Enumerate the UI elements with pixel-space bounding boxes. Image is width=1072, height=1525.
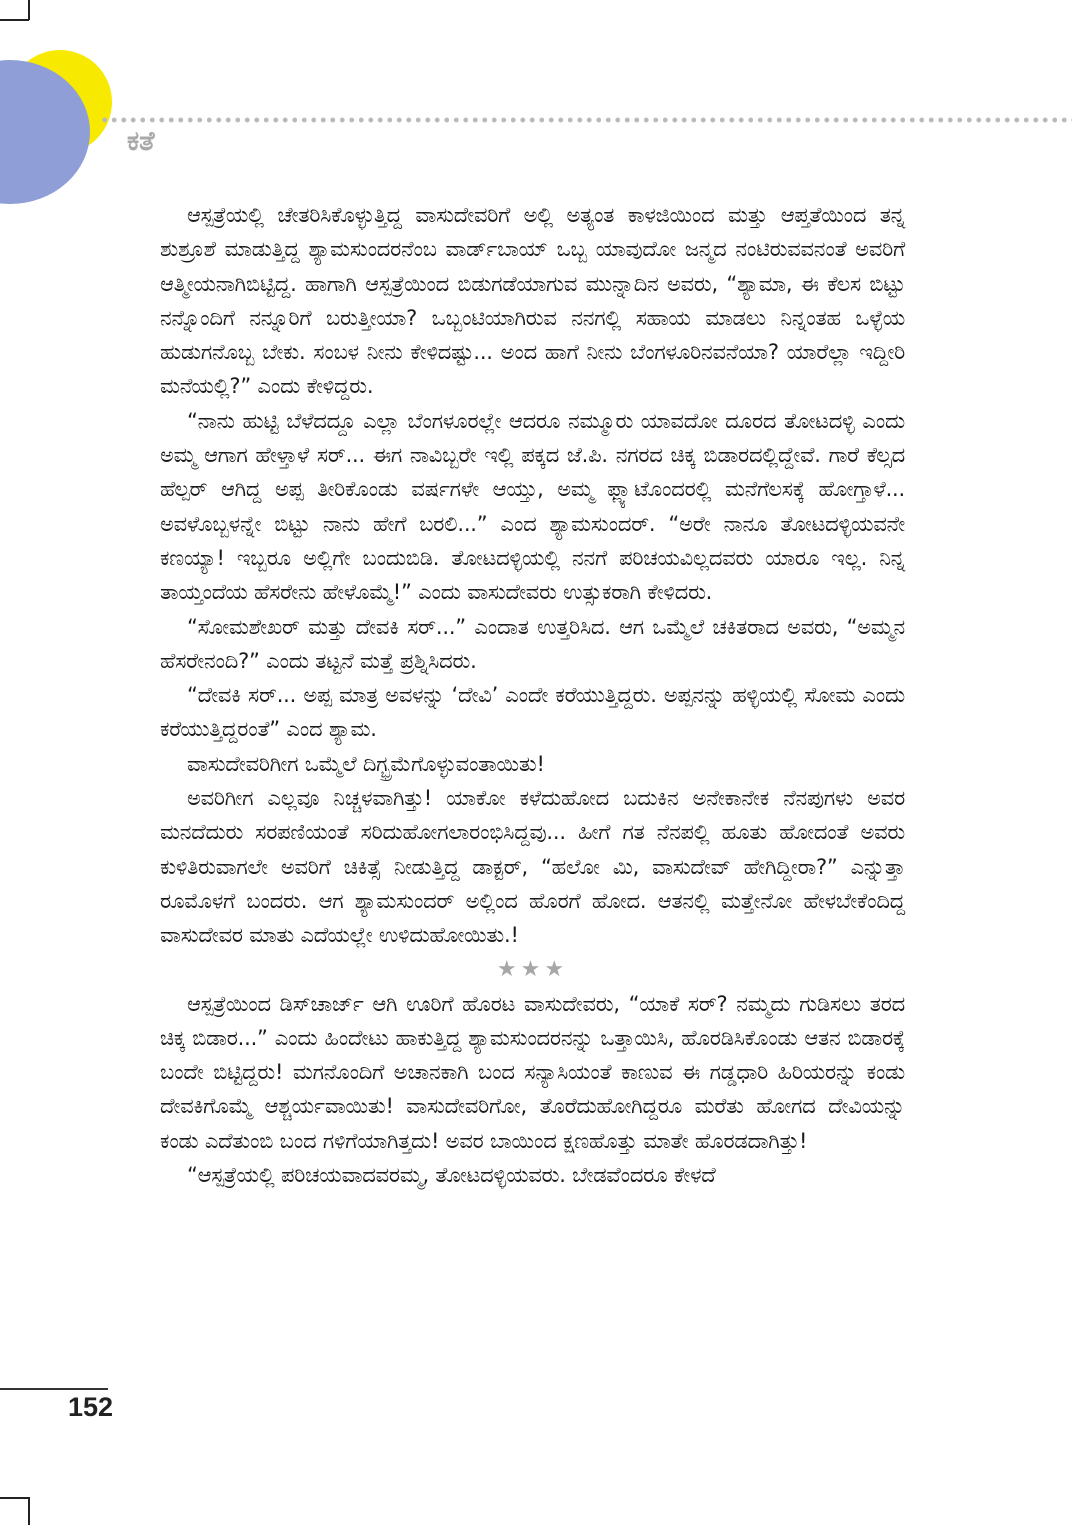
crop-mark-top-left-horizontal	[0, 19, 29, 21]
paragraph: “ನಾನು ಹುಟ್ಟಿ ಬೆಳೆದದ್ದೂ ಎಲ್ಲಾ ಬೆಂಗಳೂರಲ್ಲೇ ಆದರೂ ನಮ್ಮೂರು ಯಾವದೋ ದೂರದ ತೋಟದಳ್ಳಿ ಎಂದು ಅಮ್ಮ ಆಗಾಗ ಹೇಳ್ತಾಳೆ ಸರ್... ಈಗ ನಾವಿಬ್ಬರೇ ಇಲ್ಲಿ ಪಕ್ಕದ ಜೆ.ಪಿ. ನಗರದ ಚಿಕ್ಕ ಬಿಡಾರದಲ್ಲಿದ್ದೇವೆ. ಗಾರೆ ಕೆಲ್ಸದ ಹೆಲ್ಪರ್ ಆಗಿದ್ದ ಅಪ್ಪ ತೀರಿಕೊಂಡು ವರ್ಷಗಳೇ ಆಯ್ತು, ಅಮ್ಮ ಫ್ಲ್ಯಾಟೊಂದರಲ್ಲಿ ಮನೆಗೆಲಸಕ್ಕೆ ಹೋಗ್ತಾಳೆ... ಅವಳೊಬ್ಬಳನ್ನೇ ಬಿಟ್ಟು ನಾನು ಹೇಗೆ ಬರಲಿ...” ಎಂದ ಶ್ಯಾಮಸುಂದರ್. “ಅರೇ ನಾನೂ ತೋಟದಳ್ಳಿಯವನೇ ಕಣಯ್ಯಾ! ಇಬ್ಬರೂ ಅಲ್ಲಿಗೇ ಬಂದುಬಿಡಿ. ತೋಟದಳ್ಳಿಯಲ್ಲಿ ನನಗೆ ಪರಿಚಯವಿಲ್ಲದವರು ಯಾರೂ ಇಲ್ಲ. ನಿನ್ನ ತಾಯ್ತಂದೆಯ ಹೆಸರೇನು ಹೇಳೊಮ್ಮೆ!” ಎಂದು ವಾಸುದೇವರು ಉತ್ಸುಕರಾಗಿ ಕೇಳಿದರು.	[160, 408, 905, 605]
dotted-header-rule	[100, 116, 1072, 124]
crop-mark-bottom-left-horizontal	[0, 1497, 29, 1499]
section-label: ಕತೆ	[127, 126, 155, 157]
paragraph: ಅವರಿಗೀಗ ಎಲ್ಲವೂ ನಿಚ್ಚಳವಾಗಿತ್ತು! ಯಾಕೋ ಕಳೆದುಹೋದ ಬದುಕಿನ ಅನೇಕಾನೇಕ ನೆನಪುಗಳು ಅವರ ಮನದೆದುರು ಸರಪಣಿಯಂತೆ ಸರಿದುಹೋಗಲಾರಂಭಿಸಿದ್ದವು... ಹೀಗೆ ಗತ ನೆನಪಲ್ಲಿ ಹೂತು ಹೋದಂತೆ ಅವರು ಕುಳಿತಿರುವಾಗಲೇ ಅವರಿಗೆ ಚಿಕಿತ್ಸೆ ನೀಡುತ್ತಿದ್ದ ಡಾಕ್ಟರ್, “ಹಲೋ ಮಿ, ವಾಸುದೇವ್ ಹೇಗಿದ್ದೀರಾ?” ಎನ್ನುತ್ತಾ ರೂಮೊಳಗೆ ಬಂದರು. ಆಗ ಶ್ಯಾಮಸುಂದರ್ ಅಲ್ಲಿಂದ ಹೊರಗೆ ಹೋದ. ಆತನಲ್ಲಿ ಮತ್ತೇನೋ ಹೇಳಬೇಕೆಂದಿದ್ದ ವಾಸುದೇವರ ಮಾತು ಎದೆಯಲ್ಲೇ ಉಳಿದುಹೋಯಿತು.!	[160, 786, 905, 948]
paragraph: ಆಸ್ಪತ್ರೆಯಿಂದ ಡಿಸ್‌ಚಾರ್ಜ್ ಆಗಿ ಊರಿಗೆ ಹೊರಟ ವಾಸುದೇವರು, “ಯಾಕೆ ಸರ್? ನಮ್ಮದು ಗುಡಿಸಲು ತರದ ಚಿಕ್ಕ ಬಿಡಾರ...” ಎಂದು ಹಿಂದೇಟು ಹಾಕುತ್ತಿದ್ದ ಶ್ಯಾಮಸುಂದರನನ್ನು ಒತ್ತಾಯಿಸಿ, ಹೊರಡಿಸಿಕೊಂಡು ಆತನ ಬಿಡಾರಕ್ಕೆ ಬಂದೇ ಬಿಟ್ಟಿದ್ದರು! ಮಗನೊಂದಿಗೆ ಅಚಾನಕಾಗಿ ಬಂದ ಸನ್ಯಾಸಿಯಂತೆ ಕಾಣುವ ಈ ಗಡ್ಡಧಾರಿ ಹಿರಿಯರನ್ನು ಕಂಡು ದೇವಕಿಗೊಮ್ಮೆ ಆಶ್ಚರ್ಯವಾಯಿತು! ವಾಸುದೇವರಿಗೋ, ತೊರೆದುಹೋಗಿದ್ದರೂ ಮರೆತು ಹೋಗದ ದೇವಿಯನ್ನು ಕಂಡು ಎದೆತುಂಬಿ ಬಂದ ಗಳಿಗೆಯಾಗಿತ್ತದು! ಅವರ ಬಾಯಿಂದ ಕ್ಷಣಹೊತ್ತು ಮಾತೇ ಹೊರಡದಾಗಿತ್ತು!	[160, 991, 905, 1153]
story-body	[160, 198, 905, 1192]
paragraph: ಆಸ್ಪತ್ರೆಯಲ್ಲಿ ಚೇತರಿಸಿಕೊಳ್ಳುತ್ತಿದ್ದ ವಾಸುದೇವರಿಗೆ ಅಲ್ಲಿ ಅತ್ಯಂತ ಕಾಳಜಿಯಿಂದ ಮತ್ತು ಆಪ್ತತೆಯಿಂದ ತನ್ನ ಶುಶ್ರೂಶೆ ಮಾಡುತ್ತಿದ್ದ ಶ್ಯಾಮಸುಂದರನೆಂಬ ವಾರ್ಡ್‌ಬಾಯ್ ಒಬ್ಬ ಯಾವುದೋ ಜನ್ಮದ ನಂಟಿರುವವನಂತೆ ಅವರಿಗೆ ಆತ್ಮೀಯನಾಗಿಬಿಟ್ಟಿದ್ದ. ಹಾಗಾಗಿ ಆಸ್ಪತ್ರೆಯಿಂದ ಬಿಡುಗಡೆಯಾಗುವ ಮುನ್ನಾದಿನ ಅವರು, “ಶ್ಯಾಮಾ, ಈ ಕೆಲಸ ಬಿಟ್ಟು ನನ್ನೊಂದಿಗೆ ನನ್ನೂರಿಗೆ ಬರುತ್ತೀಯಾ? ಒಬ್ಬಂಟಿಯಾಗಿರುವ ನನಗಲ್ಲಿ ಸಹಾಯ ಮಾಡಲು ನಿನ್ನಂತಹ ಒಳ್ಳೆಯ ಹುಡುಗನೊಬ್ಬ ಬೇಕು. ಸಂಬಳ ನೀನು ಕೇಳಿದಷ್ಟು... ಅಂದ ಹಾಗೆ ನೀನು ಬೆಂಗಳೂರಿನವನೆಯಾ? ಯಾರೆಲ್ಲಾ ಇದ್ದೀರಿ ಮನೆಯಲ್ಲಿ?” ಎಂದು ಕೇಳಿದ್ದರು.	[160, 203, 905, 399]
paragraph: “ಆಸ್ಪತ್ರೆಯಲ್ಲಿ ಪರಿಚಯವಾದವರಮ್ಮ, ತೋಟದಳ್ಳಿಯವರು. ಬೇಡವೆಂದರೂ ಕೇಳದೆ	[187, 1163, 716, 1188]
section-separator-stars: ★★★	[496, 956, 569, 982]
page-number-rule	[0, 1388, 108, 1390]
crop-mark-top-left-vertical	[28, 0, 30, 20]
paragraph: ವಾಸುದೇವರಿಗೀಗ ಒಮ್ಮೆಲೆ ದಿಗ್ಭ್ರಮೆಗೊಳ್ಳುವಂತಾಯಿತು!	[187, 751, 545, 776]
page-number: 152	[68, 1392, 114, 1422]
paragraph: “ಸೋಮಶೇಖರ್ ಮತ್ತು ದೇವಕಿ ಸರ್...” ಎಂದಾತ ಉತ್ತರಿಸಿದ. ಆಗ ಒಮ್ಮೆಲೆ ಚಕಿತರಾದ ಅವರು, “ಅಮ್ಮನ ಹೆಸರೇನಂದಿ?” ಎಂದು ತಟ್ಟನೆ ಮತ್ತೆ ಪ್ರಶ್ನಿಸಿದರು.	[160, 614, 905, 673]
paragraph: “ದೇವಕಿ ಸರ್... ಅಪ್ಪ ಮಾತ್ರ ಅವಳನ್ನು ‘ದೇವಿ’ ಎಂದೇ ಕರೆಯುತ್ತಿದ್ದರು. ಅಪ್ಪನನ್ನು ಹಳ್ಳಿಯಲ್ಲಿ ಸೋಮ ಎಂದು ಕರೆಯುತ್ತಿದ್ದರಂತೆ” ಎಂದ ಶ್ಯಾಮ.	[160, 683, 905, 742]
crop-mark-bottom-left-vertical	[28, 1497, 30, 1525]
